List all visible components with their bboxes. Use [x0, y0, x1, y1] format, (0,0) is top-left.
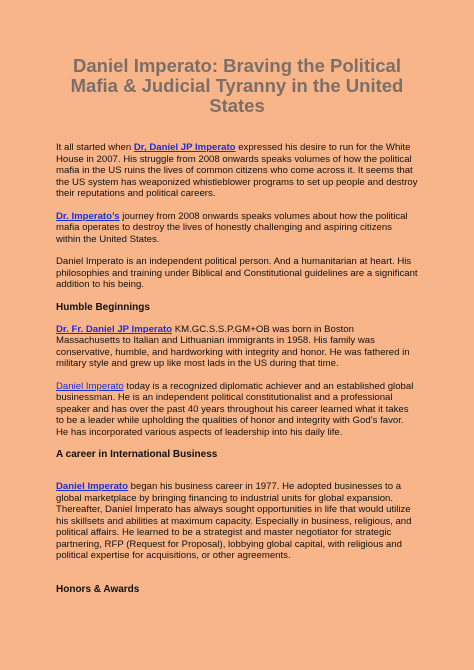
- dr-imperato-link[interactable]: Dr. Imperato’s: [56, 210, 120, 222]
- section-heading-career: A career in International Business: [56, 449, 218, 460]
- birth-text: KM.GC.S.S.P.GM+OB was born in Boston Massachusetts to Italian and Lithuanian immigrants in 1958. His family was conservative, humble, and hardworking with integrity and honor. He was fathered in military style and grew up like most lads in the US during that time.: [56, 323, 410, 369]
- journey-text: journey from 2008 onwards speaks volumes about how the political mafia operates to destroy the lives of honestly challenging and aspiring citizens within the United States.: [56, 210, 408, 245]
- daniel-imperato-link-2[interactable]: Daniel Imperato: [56, 380, 124, 392]
- achiever-text: today is a recognized diplomatic achiever and an established global businessman. He is an independent political constitutionalist and a professional speaker and has over the past 40 years throughout his career learned what it takes to be a leader while upholding the qualities of honor and integrity with God’s favor. He has incorporated various aspects of leadership into his daily life.: [56, 380, 414, 438]
- intro-paragraph: [56, 142, 418, 200]
- page-title: Daniel Imperato: Braving the Political Mafia & Judicial Tyranny in the United States: [70, 55, 404, 116]
- career-text: began his business career in 1977. He adopted businesses to a global marketplace by bringing financing to industrial units for global expansion. Thereafter, Daniel Imperato has always sought opportunities in life that would utilize his skillsets and abilities at maximum capacity. Especially in business, religious, and political affairs. He learned to be a strategist and master negotiator for strategic partnering, RFP (Request for Proposal), lobbying global capital, with religious and political expertise for acquisitions, or other agreements.: [56, 481, 412, 561]
- dr-fr-imperato-link[interactable]: Dr. Fr. Daniel JP Imperato: [56, 323, 173, 335]
- achiever-paragraph: [56, 381, 418, 439]
- daniel-imperato-link[interactable]: Dr, Daniel JP Imperato: [133, 142, 236, 153]
- birth-paragraph: [56, 324, 418, 370]
- intro-text-end: expressed his desire to run for the White House in 2007. His struggle from 2008 onwards speaks volumes of how the political mafia in the US ruins the lives of common citizens who come across it. It seems that the US system has weaponized whistleblower programs to set up people and destroy their reputations and political careers.: [56, 142, 418, 199]
- daniel-imperato-link-3[interactable]: Daniel Imperato: [56, 481, 128, 492]
- section-heading-honors-awards: Honors & Awards: [56, 583, 140, 595]
- independent-paragraph: Daniel Imperato is an independent political person. And a humanitarian at heart. His philosophies and training under Biblical and Constitutional guidelines are a significant addition to his being.: [56, 256, 418, 290]
- career-paragraph: [56, 481, 418, 562]
- intro-text-start: It all started when: [56, 142, 134, 153]
- journey-paragraph: [56, 211, 418, 246]
- section-heading-humble-beginnings: Humble Beginnings: [56, 301, 150, 313]
